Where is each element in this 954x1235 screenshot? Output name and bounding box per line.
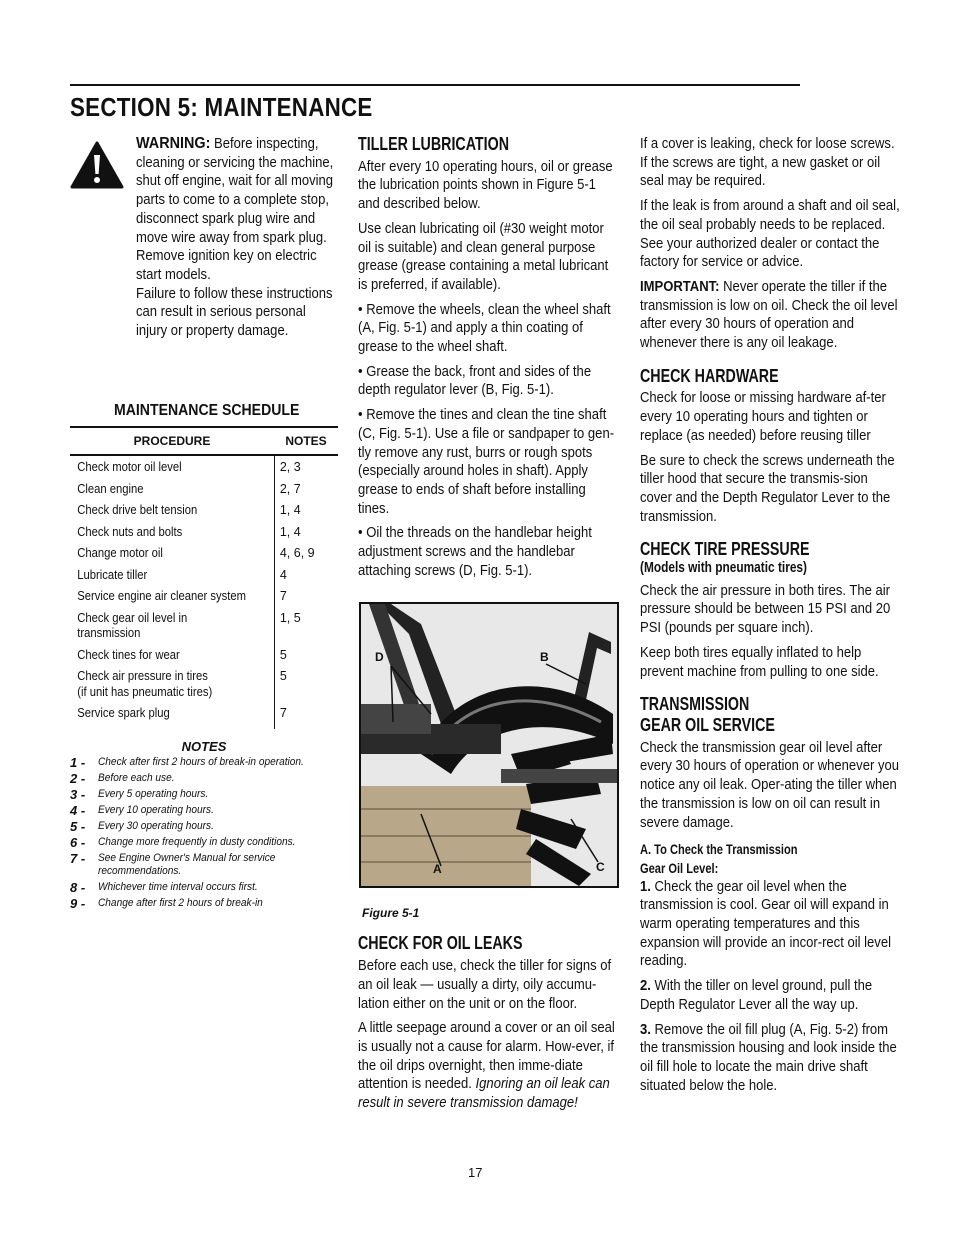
table-header	[70, 428, 338, 456]
notes-cell: 5	[279, 669, 287, 683]
notes-cell: 1, 5	[279, 610, 301, 625]
table-row	[70, 543, 338, 565]
notes-title: NOTES	[181, 738, 227, 754]
note-item	[70, 804, 338, 817]
oil-leaks-heading: CHECK FOR OIL LEAKS	[358, 933, 523, 954]
note-key: 3 -	[70, 786, 86, 802]
note-item	[70, 756, 338, 769]
notes-list	[70, 756, 338, 910]
notes-cell: 1, 4	[279, 503, 301, 517]
figure-caption: Figure 5-1	[362, 906, 420, 921]
note-key: 9 -	[70, 895, 86, 911]
right-column	[640, 135, 900, 1101]
middle-column	[358, 135, 620, 1119]
notes-cell: 2, 7	[279, 481, 301, 496]
procedure-cell: Check tines for wear	[77, 647, 180, 662]
leak-para-1: If a cover is leaking, check for loose screws. If the screws are tight, a new gasket or oil seal may be required.	[640, 136, 895, 190]
warning-text	[136, 135, 339, 341]
step-1-number: 1.	[640, 878, 651, 895]
procedure-cell: Change motor oil	[77, 546, 163, 560]
oil-leaks-para-1: Before each use, check the tiller for signs of an oil leak — usually a dirty, oily accumu-lation either on the unit or on the floor.	[358, 958, 612, 1012]
step-1-text: Check the gear oil level when the transmission is cool. Gear oil will expand in warm operating temperatures and this expansion will provide an incor-rect oil level reading.	[640, 878, 891, 970]
lube-bullet-1: • Remove the wheels, clean the wheel shaft (A, Fig. 5-1) and apply a thin coating of grease to the wheel shaft.	[358, 301, 611, 356]
warning-label: WARNING:	[136, 135, 211, 152]
lube-bullet-3: • Remove the tines and clean the tine shaft (C, Fig. 5-1). Use a file or sandpaper to gen-tly remove any rust, burrs or rough spots (especially around holes in shaft). Apply grease to ends of shaft before installing tines.	[358, 407, 615, 517]
important-para	[640, 278, 901, 353]
note-key: 6 -	[70, 834, 86, 850]
note-key: 8 -	[70, 879, 86, 895]
maintenance-schedule-table	[70, 426, 338, 729]
transmission-para-1: Check the transmission gear oil level after every 30 hours of operation or whenever you notice any oil leak. Oper-ating the tiller when the transmission is low on oil can result in severe damage.	[640, 739, 899, 831]
section-title: SECTION 5: MAINTENANCE	[70, 92, 373, 122]
procedure-cell: Lubricate tiller	[77, 567, 148, 582]
notes-cell: 7	[279, 706, 287, 720]
table-body	[70, 456, 338, 729]
lube-bullet-2: • Grease the back, front and sides of the depth regulator lever (B, Fig. 5-1).	[358, 363, 592, 399]
table-row	[70, 500, 338, 522]
hardware-para-1: Check for loose or missing hardware af-ter every 10 operating hours and tighten or replace (as needed) before reusing tiller	[640, 390, 886, 444]
step-2	[640, 977, 901, 1014]
step-2-text: With the tiller on level ground, pull the Depth Regulator Lever all the way up.	[640, 978, 873, 1013]
procedure-cell: Clean engine	[77, 481, 144, 496]
tiller-lubrication-heading: TILLER LUBRICATION	[358, 134, 509, 154]
note-item	[70, 788, 338, 801]
oil-leaks-text: A little seepage around a cover or an oil seal is usually not a cause for alarm. How-ever, if the oil drips overnight, then imme-diate attention is needed.	[358, 1020, 615, 1093]
tire-subheading: (Models with pneumatic tires)	[640, 559, 808, 577]
procedure-cell: Service engine air cleaner system	[77, 589, 247, 603]
transmission-heading-2: GEAR OIL SERVICE	[640, 714, 775, 735]
step-1	[640, 878, 901, 972]
note-text: Whichever time interval occurs first.	[98, 880, 258, 893]
procedure-cell: Check drive belt tension	[77, 503, 198, 517]
note-text: Change after first 2 hours of break-in	[98, 896, 263, 909]
leak-para-2: If the leak is from around a shaft and oil seal, the oil seal probably needs to be replaced. See your authorized dealer or contact the factory for service or advice.	[640, 198, 900, 271]
schedule-title: MAINTENANCE SCHEDULE	[114, 402, 300, 419]
note-text: Before each use.	[98, 771, 175, 784]
important-label: IMPORTANT:	[640, 278, 720, 295]
note-text: Every 5 operating hours.	[98, 787, 209, 800]
check-subheading-2: Gear Oil Level:	[640, 859, 719, 876]
oil-leaks-para-2	[358, 1019, 619, 1113]
notes-cell: 7	[279, 589, 287, 603]
table-row	[70, 522, 338, 544]
step-3-text: Remove the oil fill plug (A, Fig. 5-2) from the transmission housing and look inside the oil fill hole to locate the main drive shaft situated below the hole.	[640, 1021, 897, 1094]
page-number: 17	[468, 1165, 483, 1180]
note-key: 2 -	[70, 770, 86, 786]
notes-cell: 5	[279, 647, 287, 662]
label-d: D	[375, 650, 384, 665]
tire-para-2: Keep both tires equally inflated to help prevent machine from pulling to one side.	[640, 644, 879, 680]
procedure-header: PROCEDURE	[133, 434, 211, 448]
step-3-number: 3.	[640, 1021, 651, 1038]
tiller-illustration	[361, 604, 617, 886]
note-key: 7 -	[70, 850, 86, 866]
note-text: Change more frequently in dusty conditions.	[98, 835, 296, 848]
warning-body: Before inspecting, cleaning or servicing the machine, shut off engine, wait for all moving parts to come to a complete stop, disconnect spark plug wire and move wire away from spark plug. Remove ignition key on electric start models.	[136, 136, 334, 283]
table-row	[70, 608, 338, 645]
note-item	[70, 836, 338, 849]
note-text: See Engine Owner's Manual for service recommendations.	[98, 851, 276, 877]
note-item	[70, 820, 338, 833]
table-row	[70, 586, 338, 608]
label-a: A	[433, 862, 442, 877]
lube-bullet-4: • Oil the threads on the handlebar height adjustment screws and the handlebar attaching screws (D, Fig. 5-1).	[358, 525, 592, 579]
note-key: 5 -	[70, 818, 86, 834]
table-row	[70, 479, 338, 501]
step-2-number: 2.	[640, 978, 651, 995]
transmission-heading-1: TRANSMISSION	[640, 694, 750, 715]
procedure-cell: Service spark plug	[77, 706, 170, 720]
top-rule	[70, 84, 800, 86]
procedure-cell: Check gear oil level in transmission	[77, 610, 188, 640]
table-row	[70, 666, 338, 703]
procedure-cell: Check air pressure in tires (if unit has pneumatic tires)	[77, 669, 213, 699]
note-item	[70, 897, 338, 910]
label-c: C	[596, 860, 605, 875]
note-text: Every 30 operating hours.	[98, 819, 214, 832]
notes-cell: 4, 6, 9	[279, 546, 315, 560]
notes-cell: 1, 4	[279, 524, 301, 539]
note-text: Check after first 2 hours of break-in operation.	[98, 755, 304, 768]
table-row	[70, 457, 338, 479]
tire-heading: CHECK TIRE PRESSURE	[640, 539, 810, 560]
note-text: Every 10 operating hours.	[98, 803, 214, 816]
warning-consequence: Failure to follow these instructions can result in serious personal injury or property damage.	[136, 285, 333, 340]
left-column	[70, 135, 338, 913]
check-subheading-1: A. To Check the Transmission	[640, 841, 798, 858]
oil-leaks-warning: Ignoring an oil leak can result in severe transmission damage!	[358, 1076, 610, 1112]
lube-para-2: Use clean lubricating oil (#30 weight motor oil is suitable) and clean general purpose grease (grease containing a metal lubricant is preferred, if available).	[358, 220, 609, 293]
tire-para-1: Check the air pressure in both tires. The air pressure should be between 15 PSI and 20 PSI (pounds per square inch).	[640, 582, 891, 637]
figure-5-1	[359, 602, 619, 888]
lube-para-1: After every 10 operating hours, oil or grease the lubrication points shown in Figure 5-1 and described below.	[358, 158, 613, 213]
note-item	[70, 772, 338, 785]
warning-triangle-icon	[70, 141, 124, 189]
note-key: 1 -	[70, 754, 86, 770]
hardware-heading: CHECK HARDWARE	[640, 365, 779, 386]
procedure-cell: Check motor oil level	[77, 460, 182, 474]
procedure-cell: Check nuts and bolts	[77, 524, 183, 539]
notes-cell: 4	[279, 567, 287, 582]
important-text: Never operate the tiller if the transmission is low on oil. Check the oil level after every 30 hours of operation and whenever there is any oil leakage.	[640, 278, 898, 352]
hardware-para-2: Be sure to check the screws underneath the tiller hood that secure the transmis-sion cover and the Depth Regulator Lever to the transmission.	[640, 452, 895, 525]
note-item	[70, 881, 338, 894]
note-key: 4 -	[70, 802, 86, 818]
table-row	[70, 645, 338, 667]
table-row	[70, 703, 338, 725]
warning-block	[70, 135, 338, 390]
label-b: B	[540, 650, 549, 665]
table-row	[70, 565, 338, 587]
note-item	[70, 852, 338, 878]
step-3	[640, 1021, 901, 1096]
notes-header: NOTES	[285, 434, 327, 448]
notes-cell: 2, 3	[279, 460, 301, 474]
